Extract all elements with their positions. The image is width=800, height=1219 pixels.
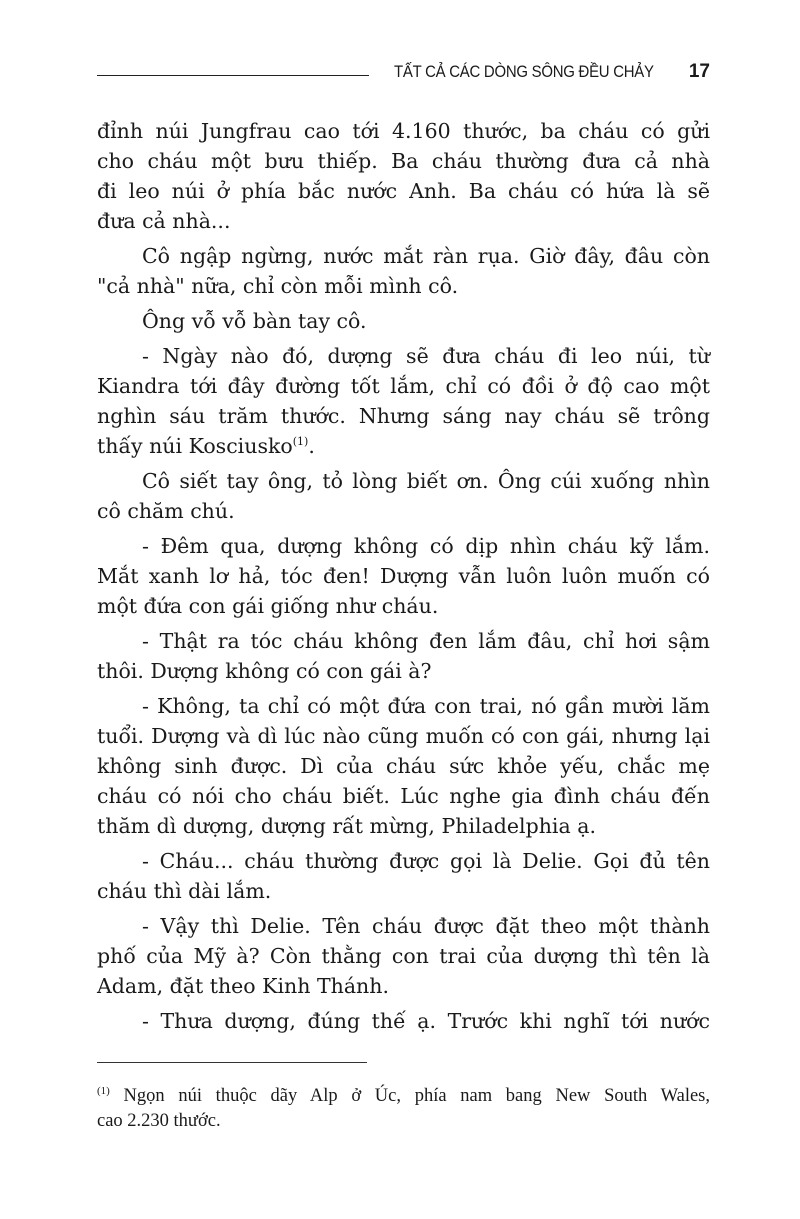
text-line — [97, 496, 710, 526]
line-text: cháu có nói cho cháu biết. Lúc nghe gia đình cháu đến — [97, 784, 710, 808]
text-line — [97, 811, 710, 841]
line-text: Adam, đặt theo Kinh Thánh. — [97, 974, 389, 998]
line-text: cho cháu một bưu thiếp. Ba cháu thường đưa cả nhà — [97, 149, 710, 173]
text-line — [97, 971, 710, 1001]
paragraph — [97, 911, 710, 1001]
line-text: "cả nhà" nữa, chỉ còn mỗi mình cô. — [97, 274, 459, 298]
footnote — [97, 1084, 710, 1134]
line-text: cháu thì dài lắm. — [97, 879, 272, 903]
page-number: 17 — [688, 61, 710, 82]
footnote-line: cao 2.230 thước. — [97, 1111, 221, 1131]
line-text: tuổi. Dượng và dì lúc nào cũng muốn có con gái, nhưng lại — [97, 724, 710, 748]
line-text: thăm dì dượng, dượng rất mừng, Philadelphia ạ. — [97, 814, 596, 838]
text-line — [97, 751, 710, 781]
text-line — [97, 626, 710, 656]
text-line — [97, 911, 710, 941]
footnote-reference: (1) — [292, 435, 309, 449]
line-text: - Không, ta chỉ có một đứa con trai, nó gần mười lăm — [142, 694, 710, 718]
line-text: - Thật ra tóc cháu không đen lắm đâu, chỉ hơi sậm — [142, 629, 710, 653]
line-text: đỉnh núi Jungfrau cao tới 4.160 thước, ba cháu có gửi — [97, 119, 710, 143]
paragraph — [97, 341, 710, 461]
text-line — [97, 116, 710, 146]
footnote-rule — [97, 1062, 367, 1063]
paragraph — [97, 626, 710, 686]
line-text: - Ngày nào đó, dượng sẽ đưa cháu đi leo núi, từ — [142, 344, 710, 368]
paragraph — [97, 1006, 710, 1036]
text-line — [97, 846, 710, 876]
line-text: đưa cả nhà... — [97, 209, 231, 233]
paragraph — [97, 306, 710, 336]
text-line — [97, 271, 710, 301]
paragraph — [97, 691, 710, 841]
line-text: thấy núi Kosciusko — [97, 434, 293, 458]
running-header — [97, 62, 710, 86]
line-text: - Thưa dượng, đúng thế ạ. Trước khi nghĩ tới nước — [142, 1009, 710, 1033]
paragraph — [97, 846, 710, 906]
text-line — [97, 721, 710, 751]
text-line — [97, 941, 710, 971]
text-line — [97, 431, 710, 461]
text-line — [97, 531, 710, 561]
text-line — [97, 306, 710, 336]
header-rule — [97, 75, 369, 76]
line-text: thôi. Dượng không có con gái à? — [97, 659, 432, 683]
text-line — [97, 466, 710, 496]
line-text: Ông vỗ vỗ bàn tay cô. — [142, 309, 367, 333]
line-text: không sinh được. Dì của cháu sức khỏe yếu, chắc mẹ — [97, 754, 710, 778]
body-text — [97, 116, 710, 1041]
line-text: cô chăm chú. — [97, 499, 235, 523]
line-text: - Vậy thì Delie. Tên cháu được đặt theo một thành — [142, 914, 710, 938]
paragraph — [97, 466, 710, 526]
text-line — [97, 176, 710, 206]
text-line — [97, 241, 710, 271]
line-text: phố của Mỹ à? Còn thằng con trai của dượng thì tên là — [97, 944, 710, 968]
text-line — [97, 206, 710, 236]
paragraph — [97, 531, 710, 621]
line-text: một đứa con gái giống như cháu. — [97, 594, 439, 618]
line-text: đi leo núi ở phía bắc nước Anh. Ba cháu có hứa là sẽ — [97, 179, 710, 203]
line-text: - Cháu... cháu thường được gọi là Delie. Gọi đủ tên — [142, 849, 710, 873]
text-line — [97, 591, 710, 621]
line-text: Cô siết tay ông, tỏ lòng biết ơn. Ông cúi xuống nhìn — [142, 469, 710, 493]
footnote-line — [97, 1084, 710, 1109]
line-text: . — [308, 434, 315, 458]
footnote-marker: (1) — [97, 1084, 110, 1097]
book-title: TẤT CẢ CÁC DÒNG SÔNG ĐỀU CHẢY — [394, 62, 654, 81]
text-line — [97, 561, 710, 591]
text-line — [97, 146, 710, 176]
text-line — [97, 691, 710, 721]
text-line — [97, 401, 710, 431]
text-line — [97, 341, 710, 371]
line-text: nghìn sáu trăm thước. Nhưng sáng nay cháu sẽ trông — [97, 404, 710, 428]
line-text: Kiandra tới đây đường tốt lắm, chỉ có đồi ở độ cao một — [97, 374, 710, 398]
text-line — [97, 781, 710, 811]
text-line — [97, 1006, 710, 1036]
text-line — [97, 371, 710, 401]
text-line — [97, 876, 710, 906]
line-text: Cô ngập ngừng, nước mắt ràn rụa. Giờ đây, đâu còn — [142, 244, 710, 268]
paragraph — [97, 241, 710, 301]
line-text: - Đêm qua, dượng không có dịp nhìn cháu kỹ lắm. — [142, 534, 710, 558]
footnote-text: Ngọn núi thuộc dãy Alp ở Úc, phía nam bang New South Wales, — [123, 1086, 711, 1106]
paragraph — [97, 116, 710, 236]
line-text: Mắt xanh lơ hả, tóc đen! Dượng vẫn luôn luôn muốn có — [97, 564, 710, 588]
text-line — [97, 656, 710, 686]
